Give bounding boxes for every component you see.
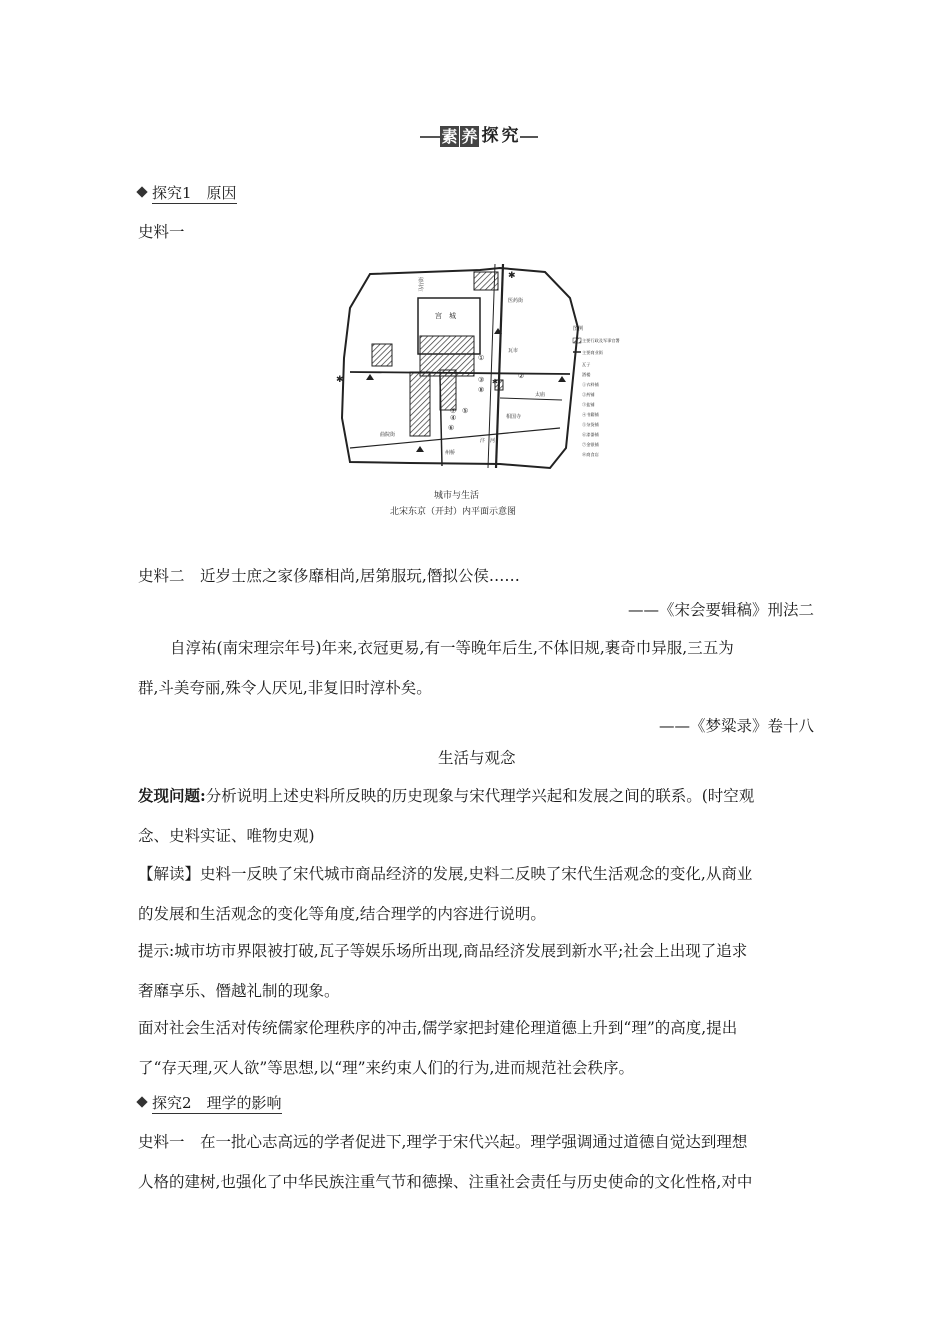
map-caption-2: 北宋东京（开封）内平面示意图 — [390, 507, 517, 517]
shop-marker-1: ① — [478, 354, 485, 362]
legend-item: 主要行政及军事官署 — [582, 338, 620, 343]
banner-char-2: 养 — [461, 127, 478, 146]
office-south — [410, 372, 430, 436]
qu-yuan-street-label: 曲院街 — [380, 432, 396, 438]
banner-char-1: 素 — [441, 127, 458, 146]
zhouqiao-label: 州桥 — [445, 450, 456, 456]
banner-right-line — [520, 136, 538, 138]
shop-marker-5: ⑤ — [462, 407, 469, 415]
source2-line1: 史料二 近岁士庶之家侈靡相尚,居第服玩,僭拟公侯…… — [138, 567, 520, 585]
hint-line4: 了“存天理,灭人欲”等思想,以“理”来约束人们的行为,进而规范社会秩序。 — [138, 1059, 634, 1077]
legend-item: ①衣料铺 — [582, 382, 599, 387]
legend-item: ⑥漆器铺 — [582, 432, 599, 437]
explore2-line1: 史料一 在一批心志高远的学者促进下,理学于宋代兴起。理学强调通过道德自觉达到理想 — [138, 1133, 748, 1151]
market-label: 瓦市 — [508, 348, 519, 354]
banner-char-3: 探 — [481, 126, 499, 146]
explore2-line2: 人格的建树,也强化了中华民族注重气节和德操、注重社会责任与历史使命的文化性格,对中 — [138, 1173, 753, 1191]
shop-marker-6: ⑥ — [448, 424, 455, 432]
xiangguo-label: 相国寺 — [506, 414, 522, 420]
main-street-ns — [496, 264, 503, 468]
shop-marker-7: ⑦ — [450, 407, 457, 415]
wazi-star-icon: ✱ — [508, 271, 516, 281]
question-line2: 念、史料实证、唯物史观) — [138, 827, 315, 845]
street-ne-label: 医药街 — [508, 298, 524, 304]
legend-item: 主要商业街 — [582, 350, 603, 355]
hint-line1: 提示:城市坊市界限被打破,瓦子等娱乐场所出现,商品经济发展到新水平;社会上出现了追求 — [138, 942, 748, 960]
tavern-triangle-icon — [558, 376, 566, 382]
shop-marker-2: ② — [518, 372, 525, 380]
legend-item: ⑧商食店 — [582, 452, 599, 457]
office-south2 — [440, 370, 456, 410]
river-label: 汴 河 — [480, 438, 496, 444]
legend-item: ⑤杂货铺 — [582, 422, 599, 427]
tavern-triangle-icon — [416, 446, 424, 452]
wazi-star-icon: ✱ — [492, 378, 498, 386]
diamond-icon — [136, 186, 147, 197]
question-label: 发现问题: — [138, 786, 206, 805]
source2-citation2: ——《梦粱录》卷十八 — [658, 717, 814, 735]
wazi-star-icon: ✱ — [336, 375, 344, 385]
question-line1 — [138, 786, 754, 806]
bian-river — [350, 428, 560, 448]
interpret-line1: 【解读】史料一反映了宋代城市商品经济的发展,史料二反映了宋代生活观念的变化,从商业 — [138, 865, 753, 883]
map-caption-1: 城市与生活 — [434, 491, 480, 501]
map-legend — [582, 337, 620, 458]
legend-item: ③盐铺 — [582, 402, 595, 407]
explore1-heading — [138, 182, 237, 203]
explore1-title: 探究1 原因 — [152, 184, 237, 202]
banner-char-4: 究 — [501, 126, 519, 146]
interpret-line2: 的发展和生活观念的变化等角度,结合理学的内容进行说明。 — [138, 905, 546, 923]
source2-line2: 自淳祐(南宋理宗年号)年来,衣冠更易,有一等晚年后生,不体旧规,裹奇巾异服,三五为 — [170, 639, 734, 657]
question-text: 分析说明上述史料所反映的历史现象与宋代理学兴起和发展之间的联系。(时空观 — [205, 787, 755, 805]
shop-marker-3: ③ — [478, 376, 485, 384]
palace-label: 宫 城 — [435, 312, 456, 320]
legend-swatch-office — [573, 338, 581, 343]
section-banner — [420, 124, 538, 150]
source2-caption: 生活与观念 — [438, 749, 516, 767]
explore2-title: 探究2 理学的影响 — [152, 1094, 282, 1112]
hint-line2: 奢靡享乐、僭越礼制的现象。 — [138, 982, 340, 1000]
legend-item: 瓦子 — [582, 362, 591, 367]
office-west — [372, 344, 392, 366]
banner-left-line — [420, 136, 440, 138]
legend-title: 图例 — [573, 326, 584, 332]
main-street-ew — [350, 372, 570, 374]
explore2-heading — [138, 1092, 282, 1113]
hint-line3: 面对社会生活对传统儒家伦理秩序的冲击,儒学家把封建伦理道德上升到“理”的高度,提出 — [138, 1019, 738, 1037]
street-left-label: 马行街 — [419, 276, 425, 292]
legend-item: ④书籍铺 — [582, 412, 599, 417]
shop-marker-8: ⑧ — [478, 386, 485, 394]
legend-item: ②药铺 — [582, 392, 595, 397]
diamond-icon — [136, 1096, 147, 1107]
kaifeng-map — [330, 258, 620, 522]
tavern-triangle-icon — [366, 374, 374, 380]
shop-marker-4: ④ — [450, 414, 457, 422]
legend-item: ⑦金银铺 — [582, 442, 599, 447]
taimiao-street — [500, 398, 562, 400]
source1-label: 史料一 — [138, 223, 185, 241]
source2-line3: 群,斗美夸丽,殊令人厌见,非复旧时淳朴矣。 — [138, 679, 432, 697]
legend-item: 酒楼 — [582, 372, 591, 377]
source2-citation1: ——《宋会要辑稿》刑法二 — [627, 601, 814, 619]
taimiao-label: 太庙 — [535, 392, 546, 398]
